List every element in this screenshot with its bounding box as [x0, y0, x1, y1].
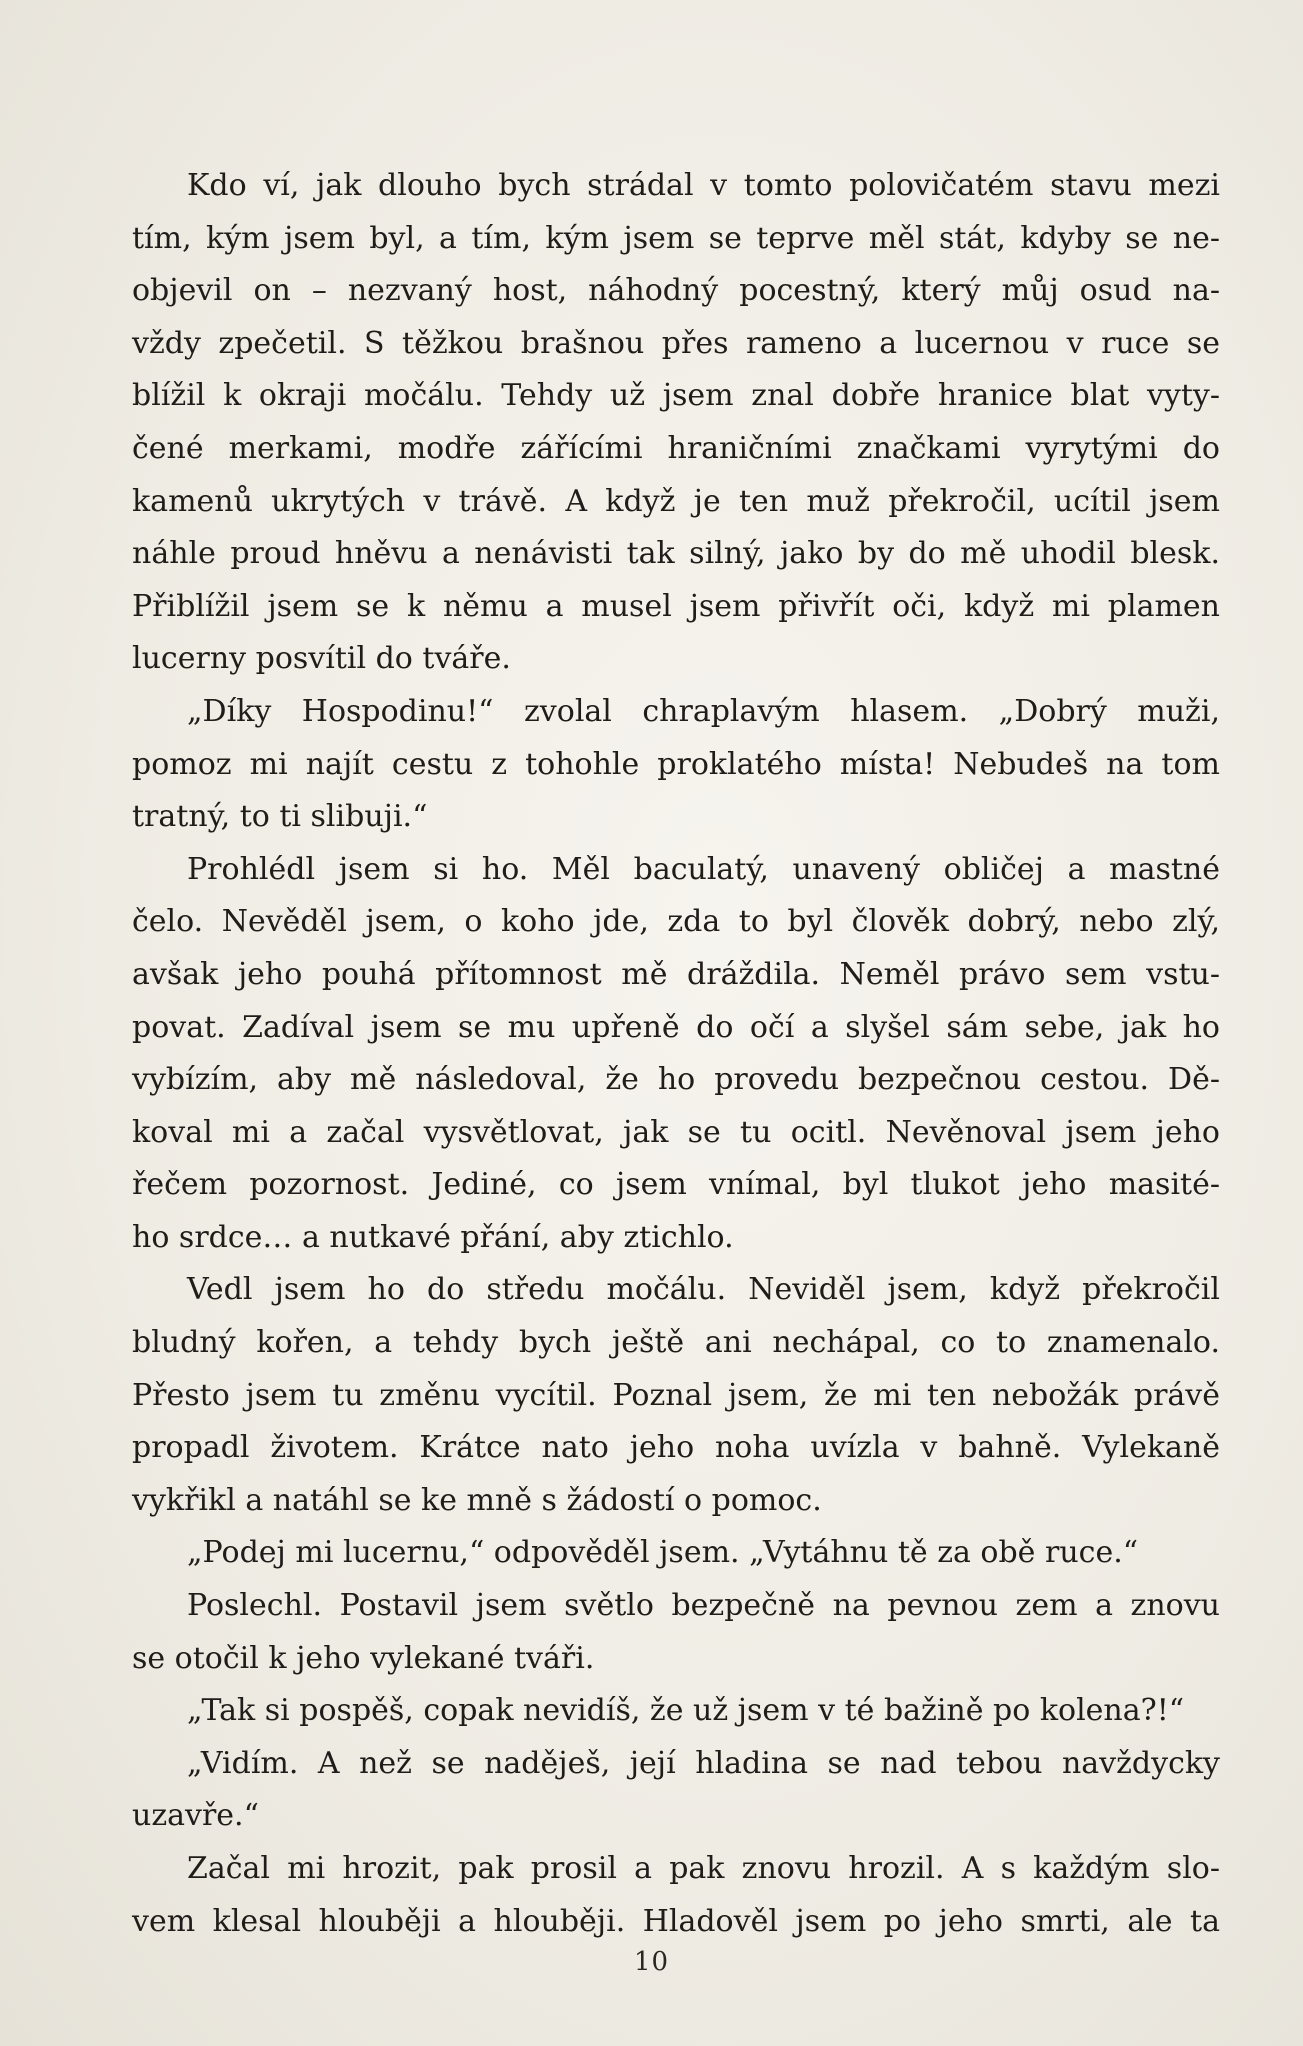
- text-line: se otočil k jeho vylekané tváři.: [132, 1640, 595, 1676]
- text-line: povat. Zadíval jsem se mu upřeně do očí a slyšel sám sebe, jak ho: [132, 1009, 1220, 1045]
- text-line: bludný kořen, a tehdy bych ještě ani nechápal, co to znamenalo.: [132, 1325, 1220, 1361]
- text-line: „Podej mi lucernu,“ odpověděl jsem. „Vytáhnu tě za obě ruce.“: [187, 1535, 1139, 1571]
- text-line: vykřikl a natáhl se ke mně s žádostí o pomoc.: [132, 1482, 822, 1518]
- text-line: kamenů ukrytých v trávě. A když je ten muž překročil, ucítil jsem: [132, 483, 1220, 519]
- text-line: uzavře.“: [132, 1798, 259, 1834]
- text-line: čelo. Nevěděl jsem, o koho jde, zda to byl člověk dobrý, nebo zlý,: [132, 904, 1220, 940]
- text-line: vždy zpečetil. S těžkou brašnou přes rameno a lucernou v ruce se: [132, 325, 1220, 361]
- text-line: Přesto jsem tu změnu vycítil. Poznal jsem, že mi ten nebožák právě: [132, 1377, 1220, 1413]
- text-line: avšak jeho pouhá přítomnost mě dráždila. Neměl právo sem vstu-: [132, 956, 1220, 992]
- text-line: Prohlédl jsem si ho. Měl baculatý, unavený obličej a mastné: [187, 851, 1220, 887]
- text-line: Přiblížil jsem se k němu a musel jsem přivřít oči, když mi plamen: [132, 588, 1220, 624]
- text-line: Vedl jsem ho do středu močálu. Neviděl jsem, když překročil: [187, 1272, 1220, 1308]
- text-line: „Vidím. A než se naděješ, její hladina se nad tebou navždycky: [187, 1745, 1220, 1781]
- text-line: koval mi a začal vysvětlovat, jak se tu ocitl. Nevěnoval jsem jeho: [132, 1114, 1220, 1150]
- text-line: pomoz mi najít cestu z tohohle proklatého místa! Nebudeš na tom: [132, 746, 1220, 782]
- text-line: objevil on – nezvaný host, náhodný pocestný, který můj osud na-: [132, 273, 1220, 309]
- text-line: blížil k okraji močálu. Tehdy už jsem znal dobře hranice blat vyty-: [132, 378, 1220, 414]
- page-number: 10: [633, 1947, 670, 1977]
- text-line: vybízím, aby mě následoval, že ho provedu bezpečnou cestou. Dě-: [132, 1062, 1220, 1098]
- text-line: řečem pozornost. Jediné, co jsem vnímal, byl tlukot jeho masité-: [132, 1167, 1220, 1203]
- text-line: ho srdce… a nutkavé přání, aby ztichlo.: [132, 1219, 734, 1255]
- text-line: Poslechl. Postavil jsem světlo bezpečně na pevnou zem a znovu: [187, 1588, 1220, 1624]
- text-line: tím, kým jsem byl, a tím, kým jsem se teprve měl stát, kdyby se ne-: [132, 220, 1220, 256]
- text-line: náhle proud hněvu a nenávisti tak silný, jako by do mě uhodil blesk.: [132, 536, 1220, 572]
- text-line: lucerny posvítil do tváře.: [132, 641, 511, 677]
- text-line: „Díky Hospodinu!“ zvolal chraplavým hlasem. „Dobrý muži,: [187, 693, 1220, 729]
- text-line: tratný, to ti slibuji.“: [132, 799, 428, 835]
- text-line: čené merkami, modře zářícími hraničními značkami vyrytými do: [132, 430, 1220, 466]
- text-line: vem klesal hlouběji a hlouběji. Hladověl jsem po jeho smrti, ale ta: [132, 1903, 1220, 1939]
- body-text: [132, 160, 1220, 1948]
- text-line: Začal mi hrozit, pak prosil a pak znovu hrozil. A s každým slo-: [187, 1851, 1220, 1886]
- text-line: „Tak si pospěš, copak nevidíš, že už jsem v té bažině po kolena?!“: [187, 1693, 1185, 1729]
- text-line: propadl životem. Krátce nato jeho noha uvízla v bahně. Vylekaně: [132, 1430, 1220, 1466]
- text-line: Kdo ví, jak dlouho bych strádal v tomto polovičatém stavu mezi: [187, 168, 1220, 203]
